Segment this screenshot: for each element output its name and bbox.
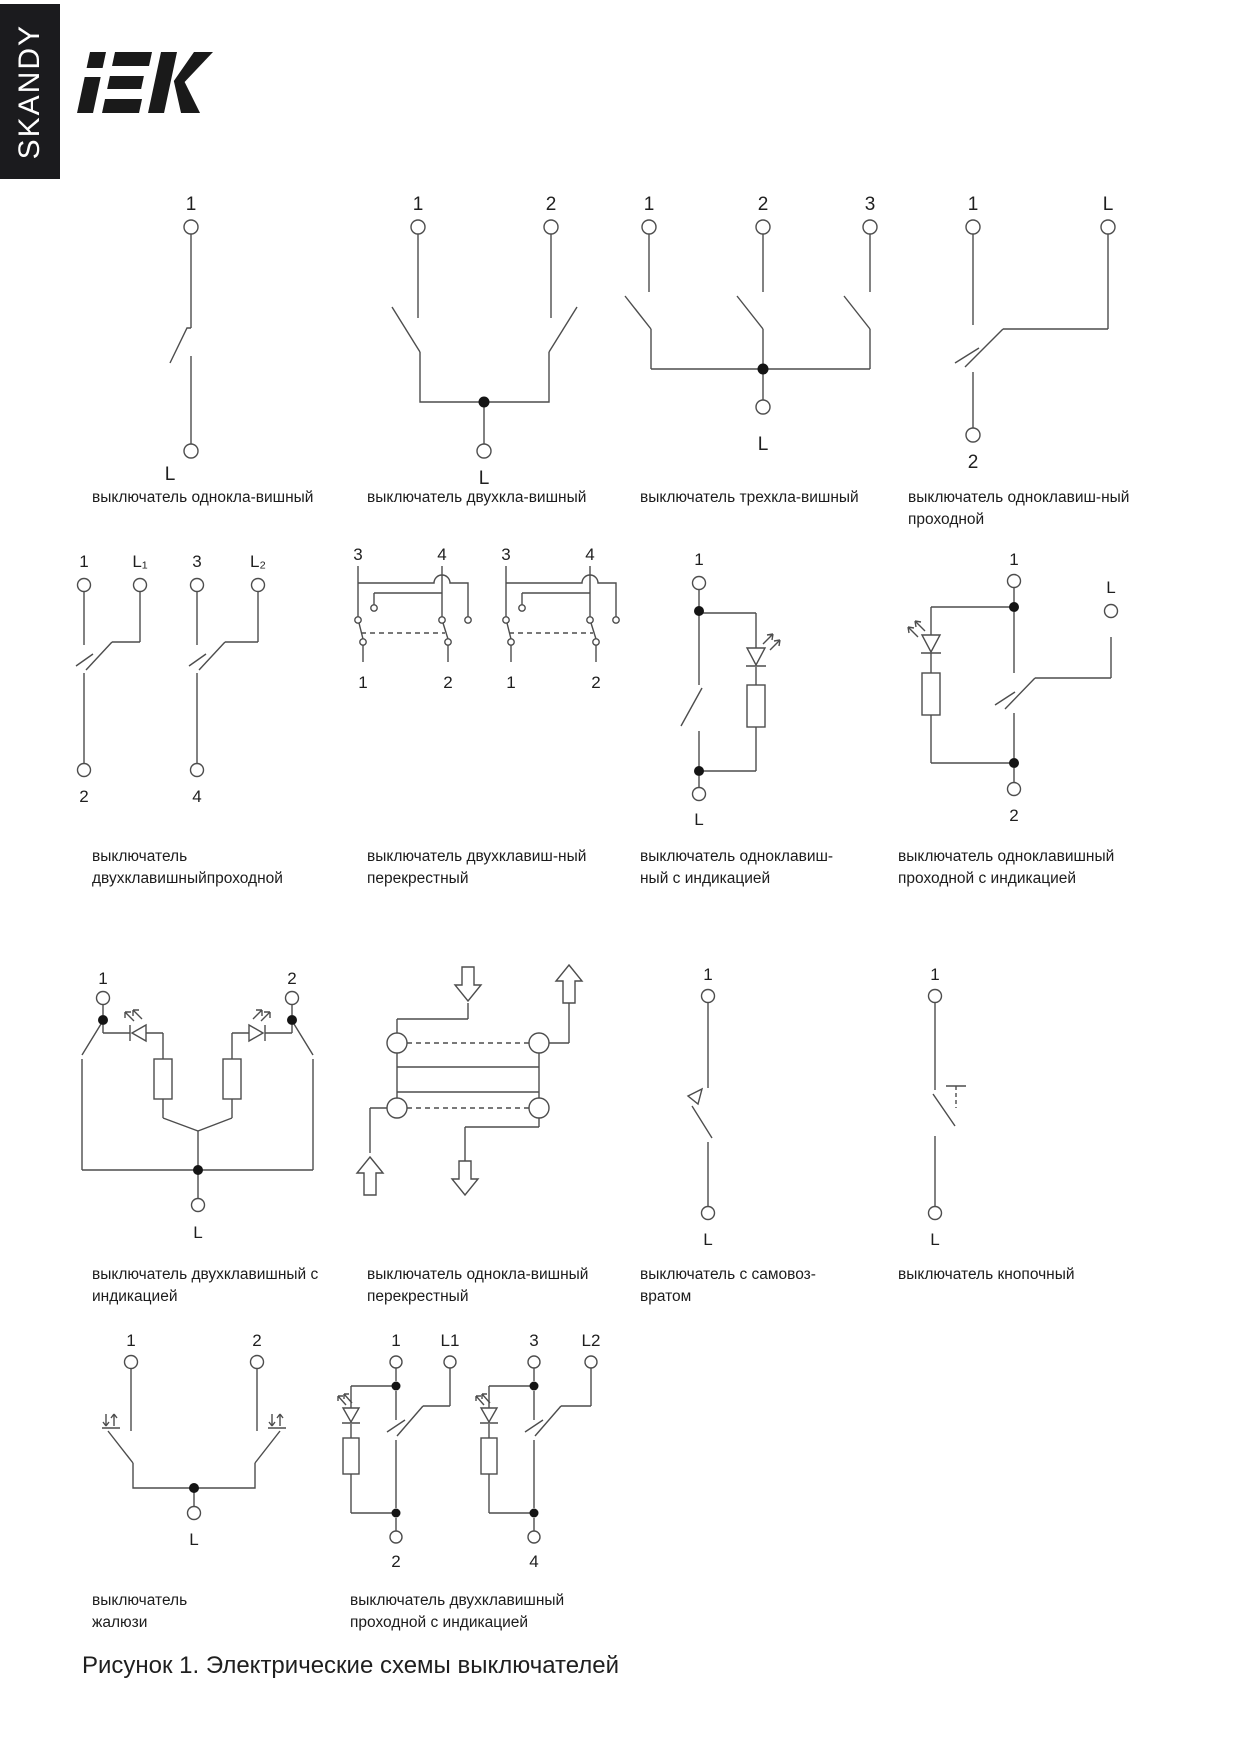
terminal-label: L	[478, 468, 490, 489]
terminal-label: L₂	[249, 552, 267, 571]
junction-dot	[98, 1015, 108, 1025]
led-emission-arrows	[253, 1010, 270, 1021]
contact	[360, 639, 366, 645]
terminal-label: 3	[353, 545, 363, 564]
arrow-up-icon	[357, 1157, 383, 1195]
wires	[170, 234, 191, 444]
caption-blinds: выключатель жалюзи	[92, 1592, 188, 1631]
junction-dot	[193, 1165, 203, 1175]
led-emission-arrows	[476, 1394, 490, 1405]
junction-dot	[694, 766, 704, 776]
terminal-label: 1	[967, 194, 979, 215]
arrow-up-icon	[556, 965, 582, 1003]
resistor	[747, 685, 765, 727]
caption-single-pass-ind: выключатель одноклавишный проходной с индикацией	[898, 848, 1115, 887]
terminal-label: L	[189, 1530, 199, 1549]
sub-circuit	[353, 545, 471, 692]
terminal	[642, 220, 656, 234]
blinds-actuator-icon	[268, 1414, 286, 1428]
iek-logo	[76, 50, 216, 116]
contact	[529, 1098, 549, 1118]
wires	[357, 965, 582, 1195]
terminal-label: 1	[79, 552, 89, 571]
terminal	[929, 990, 942, 1003]
caption-single: выключатель однокла-вишный	[92, 489, 314, 506]
resistor	[922, 673, 940, 715]
wires	[476, 1368, 591, 1531]
diagram-switch-double-cross	[335, 542, 627, 702]
arrow-down-icon	[455, 967, 481, 1001]
contact	[439, 617, 445, 623]
terminal	[702, 990, 715, 1003]
terminal-label: 2	[79, 787, 89, 806]
junction-dot	[479, 397, 490, 408]
terminal	[585, 1356, 597, 1368]
caption-double: выключатель двухкла-вишный	[367, 489, 587, 506]
sub-circuit	[501, 545, 619, 692]
terminal-label: 1	[1009, 550, 1019, 569]
wires	[681, 589, 780, 787]
junction-dot	[530, 1509, 539, 1518]
terminal-label: 1	[358, 673, 368, 692]
caption-momentary: выключатель с самовоз- вратом	[640, 1266, 816, 1305]
resistor	[223, 1059, 241, 1099]
wires	[955, 234, 1108, 428]
terminal-label: 4	[529, 1552, 539, 1571]
contact	[613, 617, 619, 623]
terminal-label: 2	[1009, 806, 1019, 825]
diagram-switch-single-pass	[895, 160, 1145, 490]
terminal-label: L	[703, 1230, 713, 1249]
terminal-label: 1	[643, 194, 655, 215]
terminal	[184, 220, 198, 234]
terminal-label: L	[164, 464, 176, 485]
led	[922, 635, 940, 652]
brand-sidebar-label: SKANDY	[13, 23, 46, 160]
caption-double-pass: выключатель двухклавишныйпроходной	[92, 848, 283, 887]
contact	[529, 1033, 549, 1053]
led	[481, 1408, 497, 1422]
wires	[358, 566, 468, 662]
contact	[503, 617, 509, 623]
terminal	[756, 400, 770, 414]
terminal-label: 1	[185, 194, 197, 215]
terminal	[191, 764, 204, 777]
terminal-label: L2	[581, 1331, 601, 1350]
terminal-label: L	[757, 434, 769, 455]
terminal	[188, 1507, 201, 1520]
terminal	[863, 220, 877, 234]
terminal-label: 2	[545, 194, 557, 215]
diagram-switch-blinds	[72, 1328, 322, 1563]
contact	[387, 1098, 407, 1118]
terminal	[192, 1199, 205, 1212]
terminal	[702, 1207, 715, 1220]
terminal-label: 4	[192, 787, 202, 806]
terminal-label: 3	[864, 194, 876, 215]
terminal-label: 1	[506, 673, 516, 692]
terminal	[1105, 605, 1118, 618]
led-emission-arrows	[338, 1394, 352, 1405]
terminal-label: 2	[252, 1331, 262, 1350]
terminal	[390, 1531, 402, 1543]
terminal-label: 2	[591, 673, 601, 692]
resistor	[481, 1438, 497, 1474]
terminal-label: 2	[287, 969, 297, 988]
contact	[587, 617, 593, 623]
contact	[593, 639, 599, 645]
wires	[506, 566, 616, 662]
terminal	[1101, 220, 1115, 234]
wires	[392, 234, 577, 444]
terminal-label: L	[1106, 578, 1116, 597]
terminal	[477, 444, 491, 458]
contact	[387, 1033, 407, 1053]
terminal-label: 4	[585, 545, 595, 564]
terminal-label: L	[930, 1230, 940, 1249]
caption-single-pass: выключатель одноклавиш-ный проходной	[908, 489, 1130, 528]
terminal-label: 3	[529, 1331, 539, 1350]
junction-dot	[1009, 602, 1019, 612]
terminal	[191, 579, 204, 592]
terminal-label: 3	[192, 552, 202, 571]
diagram-switch-triple	[585, 160, 895, 490]
wires	[933, 1002, 966, 1206]
terminal-label: L	[1102, 194, 1114, 215]
terminal	[693, 577, 706, 590]
terminal-label: 1	[703, 965, 713, 984]
wires	[688, 1002, 712, 1206]
junction-dot	[530, 1382, 539, 1391]
junction-dot	[1009, 758, 1019, 768]
terminal	[693, 788, 706, 801]
junction-dot	[694, 606, 704, 616]
terminal	[966, 428, 980, 442]
terminal-label: 1	[98, 969, 108, 988]
terminal-label: 2	[757, 194, 769, 215]
terminal	[390, 1356, 402, 1368]
contact	[445, 639, 451, 645]
terminal	[528, 1531, 540, 1543]
diagram-switch-push-button	[858, 958, 1018, 1258]
led	[249, 1025, 263, 1041]
terminal-label: L	[193, 1223, 203, 1242]
sub-circuit	[476, 1331, 600, 1571]
junction-dot	[189, 1483, 199, 1493]
diagram-switch-single	[100, 160, 300, 490]
led-emission-arrows	[125, 1010, 142, 1021]
wires	[338, 1368, 450, 1531]
diagram-switch-single-indicator	[625, 545, 815, 835]
wires	[76, 592, 258, 763]
terminal	[184, 444, 198, 458]
led	[747, 648, 765, 665]
terminal	[97, 992, 110, 1005]
terminal-label: L	[694, 810, 704, 829]
caption-single-ind: выключатель одноклавиш- ный с индикацией	[640, 848, 834, 887]
terminal-label: 1	[391, 1331, 401, 1350]
terminal-label: 3	[501, 545, 511, 564]
terminal	[544, 220, 558, 234]
terminal	[78, 764, 91, 777]
terminal-label: 1	[126, 1331, 136, 1350]
sub-circuit	[338, 1331, 459, 1571]
contact	[465, 617, 471, 623]
terminal	[966, 220, 980, 234]
junction-dot	[758, 364, 769, 375]
caption-double-ind: выключатель двухклавишный с индикацией	[92, 1266, 319, 1305]
terminal	[1008, 575, 1021, 588]
diagram-switch-single-cross	[295, 955, 605, 1255]
terminal	[252, 579, 265, 592]
terminal-label: L1	[440, 1331, 460, 1350]
terminal	[411, 220, 425, 234]
diagram-switch-double-pass	[62, 545, 302, 815]
junction-dot	[392, 1509, 401, 1518]
terminal	[251, 1356, 264, 1369]
terminal-label: 1	[694, 550, 704, 569]
resistor	[154, 1059, 172, 1099]
terminal-label: 2	[967, 452, 979, 473]
contact	[355, 617, 361, 623]
contact	[519, 605, 525, 611]
spring-return-symbol	[688, 1089, 702, 1104]
terminal-label: L₁	[132, 552, 148, 571]
caption-single-cross: выключатель однокла-вишный перекрестный	[367, 1266, 589, 1305]
arrow-down-icon	[452, 1161, 478, 1195]
terminal	[134, 579, 147, 592]
contact	[508, 639, 514, 645]
terminal	[444, 1356, 456, 1368]
wires	[908, 587, 1111, 782]
terminal	[756, 220, 770, 234]
brand-sidebar	[0, 4, 60, 179]
led	[343, 1408, 359, 1422]
diagram-switch-double-pass-indicator	[325, 1328, 665, 1578]
terminal	[1008, 783, 1021, 796]
junction-dot	[392, 1382, 401, 1391]
terminal-label: 2	[443, 673, 453, 692]
diagram-switch-momentary	[628, 958, 788, 1258]
contact	[371, 605, 377, 611]
terminal	[125, 1356, 138, 1369]
terminal-label: 1	[930, 965, 940, 984]
figure-caption: Рисунок 1. Электрические схемы выключателей	[82, 1652, 620, 1679]
caption-double-pass-ind: выключатель двухклавишный проходной с индикацией	[350, 1592, 565, 1631]
wires	[625, 234, 870, 400]
diagram-switch-double	[350, 160, 590, 490]
terminal-label: 4	[437, 545, 447, 564]
caption-double-cross: выключатель двухклавиш-ный перекрестный	[367, 848, 587, 887]
caption-push-button: выключатель кнопочный	[898, 1266, 1075, 1283]
caption-triple: выключатель трехкла-вишный	[640, 489, 859, 506]
terminal	[929, 1207, 942, 1220]
terminal	[78, 579, 91, 592]
diagram-switch-single-pass-indicator	[875, 545, 1145, 835]
terminal	[528, 1356, 540, 1368]
terminal-label: 1	[412, 194, 424, 215]
led	[132, 1025, 146, 1041]
terminal-label: 2	[391, 1552, 401, 1571]
blinds-actuator-icon	[102, 1414, 120, 1428]
resistor	[343, 1438, 359, 1474]
